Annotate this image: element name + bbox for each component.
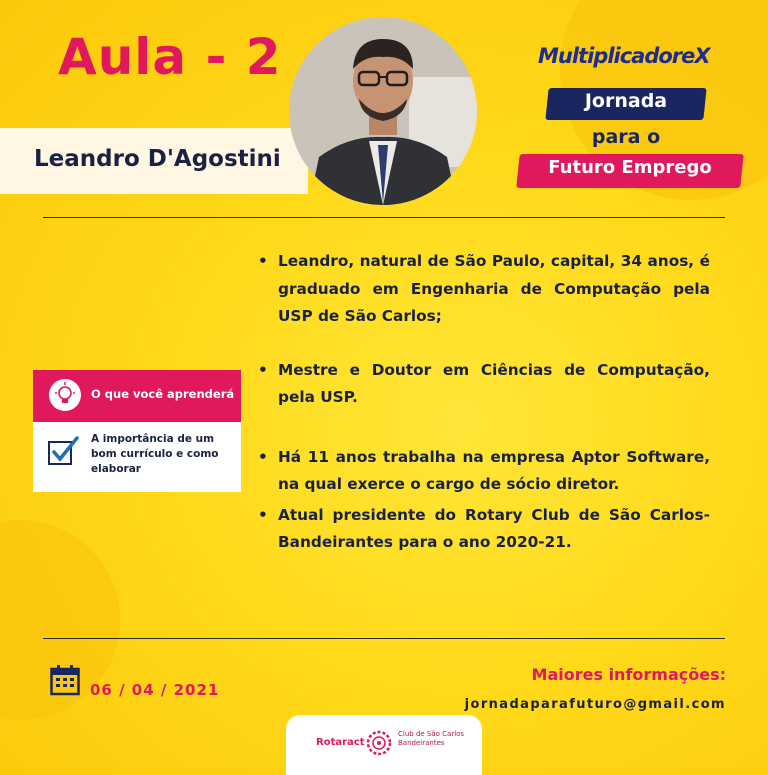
lightbulb-icon [49, 379, 81, 411]
learning-card-item: A importância de um bom currículo e como elaborar [91, 433, 219, 475]
speaker-photo [289, 17, 477, 205]
rotaract-label: Rotaract [316, 737, 365, 748]
bio-list [258, 248, 710, 557]
calendar-icon [50, 664, 80, 700]
learning-card-header [33, 370, 241, 422]
bio-item: • Há 11 anos trabalha na empresa Aptor Software, na qual exerce o cargo de sócio diretor. [258, 444, 710, 499]
club-name-line: Bandeirantes [398, 739, 445, 747]
bio-item: • Leandro, natural de São Paulo, capital, 34 anos, é graduado em Engenharia de Computação pela USP de São Carlos; [258, 248, 710, 331]
learning-card-heading: O que você aprenderá [91, 387, 235, 401]
bio-item: • Mestre e Doutor em Ciências de Computação, pela USP. [258, 357, 710, 412]
para-o-label: para o [591, 126, 661, 148]
club-name [398, 730, 464, 748]
contact-email: jornadaparafuturo@gmail.com [464, 697, 726, 712]
divider-bottom [43, 638, 725, 639]
divider-top [43, 217, 725, 218]
learning-card [33, 370, 241, 492]
club-name-line: Club de São Carlos [398, 730, 465, 738]
event-date: 06 / 04 / 2021 [90, 681, 220, 699]
brand-logo: MultiplicadoreX [538, 44, 710, 68]
futuro-emprego-label: Futuro Emprego [548, 157, 712, 178]
org-logo-badge [286, 715, 482, 775]
bio-item: • Atual presidente do Rotary Club de São Carlos-Bandeirantes para o ano 2020-21. [258, 502, 710, 557]
rotary-wheel-icon [366, 730, 392, 760]
checkbox-check-icon [47, 436, 79, 470]
more-info-label: Maiores informações: [531, 665, 726, 684]
speaker-name: Leandro D'Agostini [34, 146, 281, 172]
jornada-label: Jornada [584, 90, 668, 112]
lesson-title: Aula - 2 [58, 28, 282, 86]
